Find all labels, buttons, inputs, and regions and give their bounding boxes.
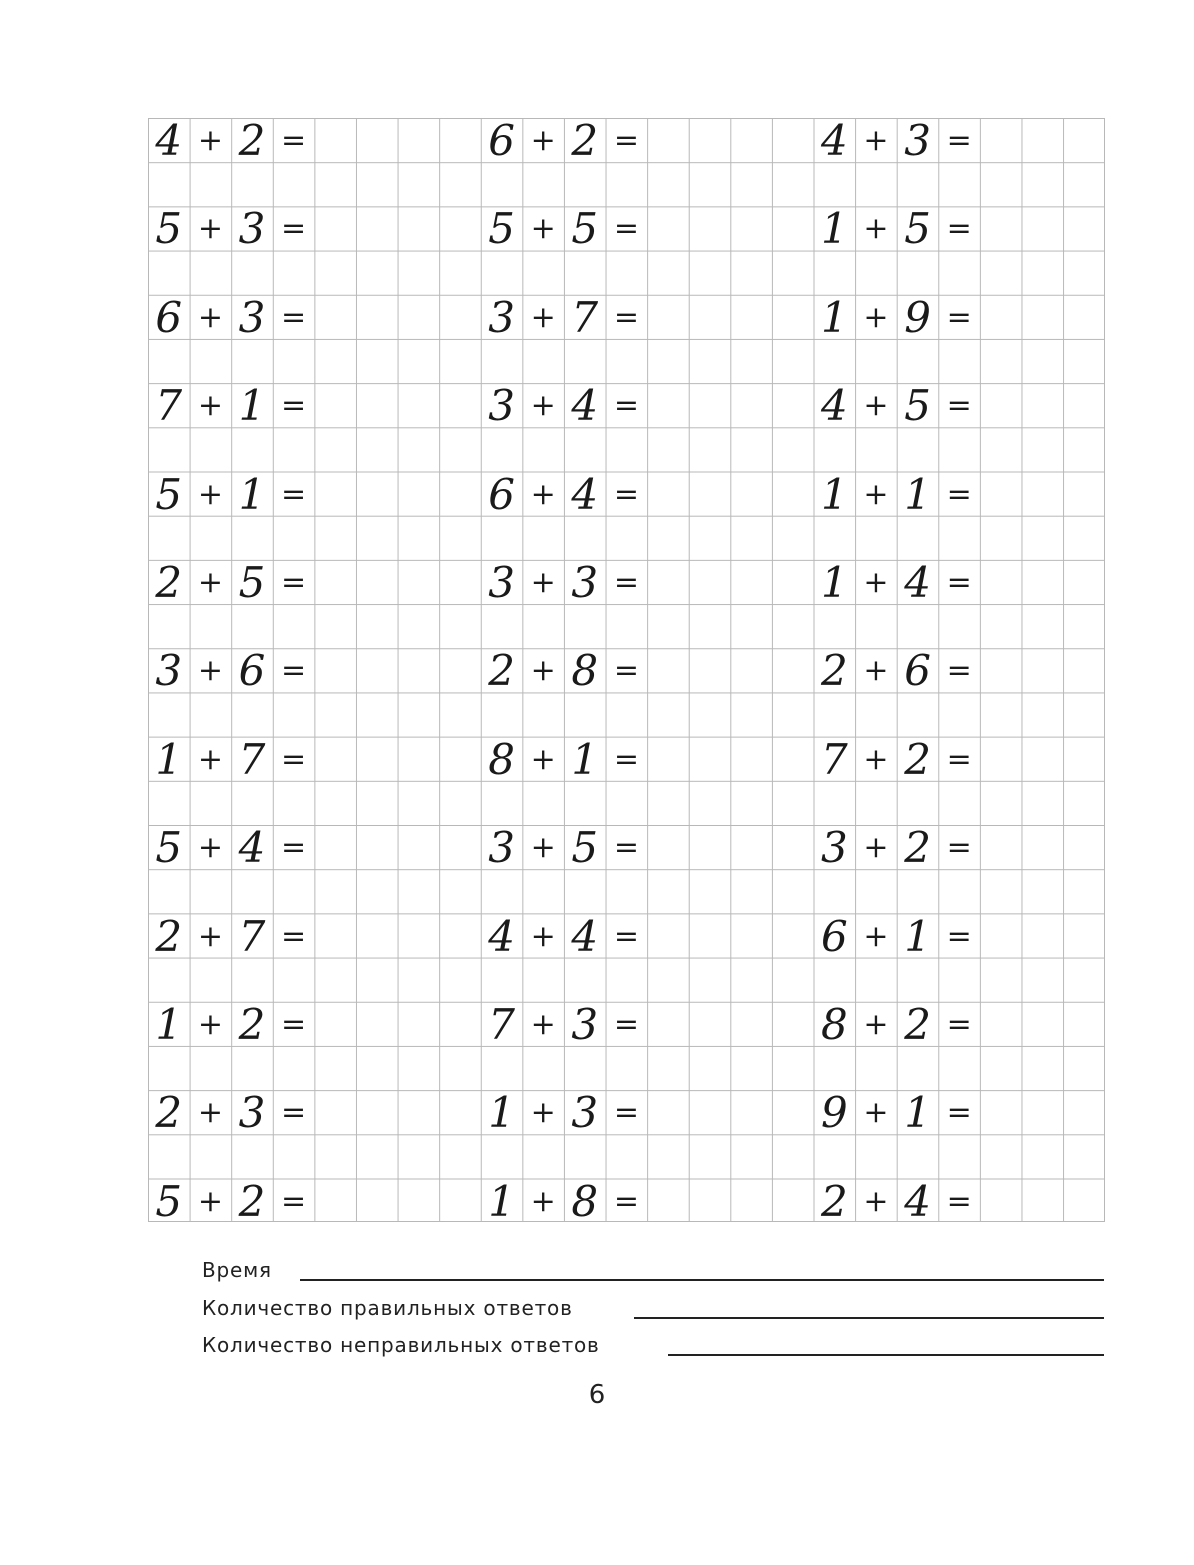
plus-sign: +: [863, 830, 889, 866]
plus-sign: +: [863, 388, 889, 424]
plus-sign: +: [530, 123, 556, 158]
operand: 8: [821, 1000, 848, 1049]
operand: 5: [155, 1176, 183, 1226]
equals-sign: =: [281, 123, 307, 158]
operand: 1: [238, 381, 266, 431]
equals-sign: =: [281, 565, 307, 600]
equals-sign: =: [281, 299, 307, 335]
operand: 2: [571, 116, 599, 165]
operand: 1: [155, 734, 183, 784]
equals-sign: =: [613, 388, 639, 424]
operand: 5: [904, 204, 931, 254]
equals-sign: =: [946, 1007, 972, 1042]
plus-sign: +: [863, 476, 889, 512]
operand: 5: [155, 823, 183, 873]
operand: 1: [904, 911, 931, 961]
plus-sign: +: [530, 918, 556, 954]
equals-sign: =: [946, 830, 972, 866]
operand: 3: [571, 1000, 599, 1049]
plus-sign: +: [197, 830, 223, 866]
plus-sign: +: [863, 918, 889, 954]
operand: 4: [821, 116, 848, 165]
plus-sign: +: [530, 830, 556, 866]
incorrect-answers-line[interactable]: [668, 1354, 1104, 1356]
operand: 5: [488, 204, 515, 254]
plus-sign: +: [863, 741, 889, 777]
plus-sign: +: [197, 476, 223, 512]
plus-sign: +: [863, 1007, 889, 1042]
operand: 4: [488, 911, 515, 961]
plus-sign: +: [530, 653, 556, 689]
plus-sign: +: [530, 299, 556, 335]
operand: 7: [488, 1000, 515, 1049]
operand: 1: [821, 204, 848, 254]
plus-sign: +: [530, 388, 556, 424]
operand: 2: [238, 116, 266, 165]
plus-sign: +: [197, 918, 223, 954]
plus-sign: +: [863, 211, 889, 247]
plus-sign: +: [197, 741, 223, 777]
plus-sign: +: [197, 1095, 223, 1131]
equals-sign: =: [946, 741, 972, 777]
operand: 5: [571, 204, 599, 254]
equals-sign: =: [613, 1095, 639, 1131]
operand: 4: [155, 116, 183, 165]
equals-sign: =: [613, 123, 639, 158]
incorrect-answers-label: Количество неправильных ответов: [202, 1333, 600, 1357]
equals-sign: =: [946, 565, 972, 600]
plus-sign: +: [197, 123, 223, 158]
equals-sign: =: [946, 653, 972, 689]
plus-sign: +: [863, 565, 889, 600]
operand: 1: [571, 734, 599, 784]
operand: 3: [904, 116, 931, 165]
equals-sign: =: [946, 1095, 972, 1131]
operand: 1: [238, 469, 266, 519]
operand: 5: [904, 381, 931, 431]
plus-sign: +: [530, 476, 556, 512]
plus-sign: +: [197, 388, 223, 424]
plus-sign: +: [197, 565, 223, 600]
plus-sign: +: [530, 1095, 556, 1131]
plus-sign: +: [197, 299, 223, 335]
operand: 2: [238, 1176, 266, 1226]
operand: 1: [488, 1176, 515, 1226]
equals-sign: =: [946, 476, 972, 512]
operand: 4: [571, 911, 599, 961]
operand: 6: [488, 469, 515, 519]
operand: 2: [155, 558, 183, 607]
equals-sign: =: [281, 741, 307, 777]
equals-sign: =: [946, 299, 972, 335]
equals-sign: =: [613, 1183, 639, 1219]
page-number: 6: [588, 1380, 606, 1410]
correct-answers-label: Количество правильных ответов: [202, 1296, 573, 1320]
operand: 1: [904, 469, 931, 519]
operand: 7: [821, 734, 848, 784]
operand: 4: [821, 381, 848, 431]
operand: 2: [904, 734, 931, 784]
operand: 2: [821, 1176, 848, 1226]
equals-sign: =: [946, 211, 972, 247]
equals-sign: =: [946, 388, 972, 424]
equals-sign: =: [281, 918, 307, 954]
operand: 4: [904, 558, 931, 607]
operand: 3: [238, 292, 266, 342]
equals-sign: =: [946, 1183, 972, 1219]
operand: 2: [488, 646, 515, 696]
operand: 8: [571, 646, 599, 696]
equals-sign: =: [281, 653, 307, 689]
plus-sign: +: [197, 1183, 223, 1219]
operand: 5: [238, 558, 266, 607]
operand: 3: [821, 823, 848, 873]
operand: 7: [238, 911, 266, 961]
equals-sign: =: [281, 1007, 307, 1042]
operand: 8: [488, 734, 515, 784]
operand: 3: [238, 204, 266, 254]
operand: 6: [488, 116, 515, 165]
operand: 3: [488, 292, 515, 342]
equals-sign: =: [281, 211, 307, 247]
operand: 2: [821, 646, 848, 696]
plus-sign: +: [863, 1095, 889, 1131]
equals-sign: =: [613, 211, 639, 247]
plus-sign: +: [863, 123, 889, 158]
operand: 2: [238, 1000, 266, 1049]
equals-sign: =: [281, 1183, 307, 1219]
equals-sign: =: [613, 476, 639, 512]
operand: 3: [571, 1088, 599, 1138]
operand: 8: [571, 1176, 599, 1226]
operand: 5: [155, 204, 183, 254]
equals-sign: =: [946, 123, 972, 158]
operand: 4: [571, 381, 599, 431]
operand: 3: [571, 558, 599, 607]
equals-sign: =: [613, 299, 639, 335]
plus-sign: +: [863, 299, 889, 335]
equals-sign: =: [946, 918, 972, 954]
equals-sign: =: [281, 830, 307, 866]
plus-sign: +: [863, 1183, 889, 1219]
operand: 4: [238, 823, 266, 873]
time-label: Время: [202, 1258, 272, 1282]
operand: 1: [488, 1088, 515, 1138]
operand: 2: [904, 1000, 931, 1049]
equals-sign: =: [613, 918, 639, 954]
operand: 4: [904, 1176, 931, 1226]
operand: 1: [904, 1088, 931, 1138]
operand: 1: [821, 558, 848, 607]
operand: 5: [155, 469, 183, 519]
operand: 1: [821, 292, 848, 342]
plus-sign: +: [530, 741, 556, 777]
equals-sign: =: [281, 476, 307, 512]
plus-sign: +: [197, 1007, 223, 1042]
plus-sign: +: [530, 565, 556, 600]
operand: 1: [821, 469, 848, 519]
equals-sign: =: [613, 565, 639, 600]
operand: 6: [238, 646, 266, 696]
equals-sign: =: [613, 741, 639, 777]
operand: 3: [488, 823, 515, 873]
operand: 3: [238, 1088, 266, 1138]
equals-sign: =: [613, 653, 639, 689]
plus-sign: +: [197, 211, 223, 247]
operand: 7: [238, 734, 266, 784]
operand: 7: [571, 292, 599, 342]
plus-sign: +: [197, 653, 223, 689]
operand: 6: [904, 646, 931, 696]
plus-sign: +: [863, 653, 889, 689]
plus-sign: +: [530, 211, 556, 247]
equals-sign: =: [281, 388, 307, 424]
operand: 6: [821, 911, 848, 961]
operand: 9: [821, 1088, 848, 1138]
operand: 1: [155, 1000, 183, 1049]
equals-sign: =: [613, 1007, 639, 1042]
correct-answers-line[interactable]: [634, 1317, 1104, 1319]
operand: 9: [904, 292, 931, 342]
operand: 3: [155, 646, 183, 696]
operand: 2: [155, 911, 183, 961]
operand: 3: [488, 381, 515, 431]
operand: 3: [488, 558, 515, 607]
operand: 4: [571, 469, 599, 519]
operand: 2: [904, 823, 931, 873]
plus-sign: +: [530, 1183, 556, 1219]
time-answer-line[interactable]: [300, 1279, 1104, 1281]
operand: 7: [155, 381, 183, 431]
operand: 5: [571, 823, 599, 873]
equals-sign: =: [281, 1095, 307, 1131]
operand: 6: [155, 292, 183, 342]
operand: 2: [155, 1088, 183, 1138]
plus-sign: +: [530, 1007, 556, 1042]
equals-sign: =: [613, 830, 639, 866]
